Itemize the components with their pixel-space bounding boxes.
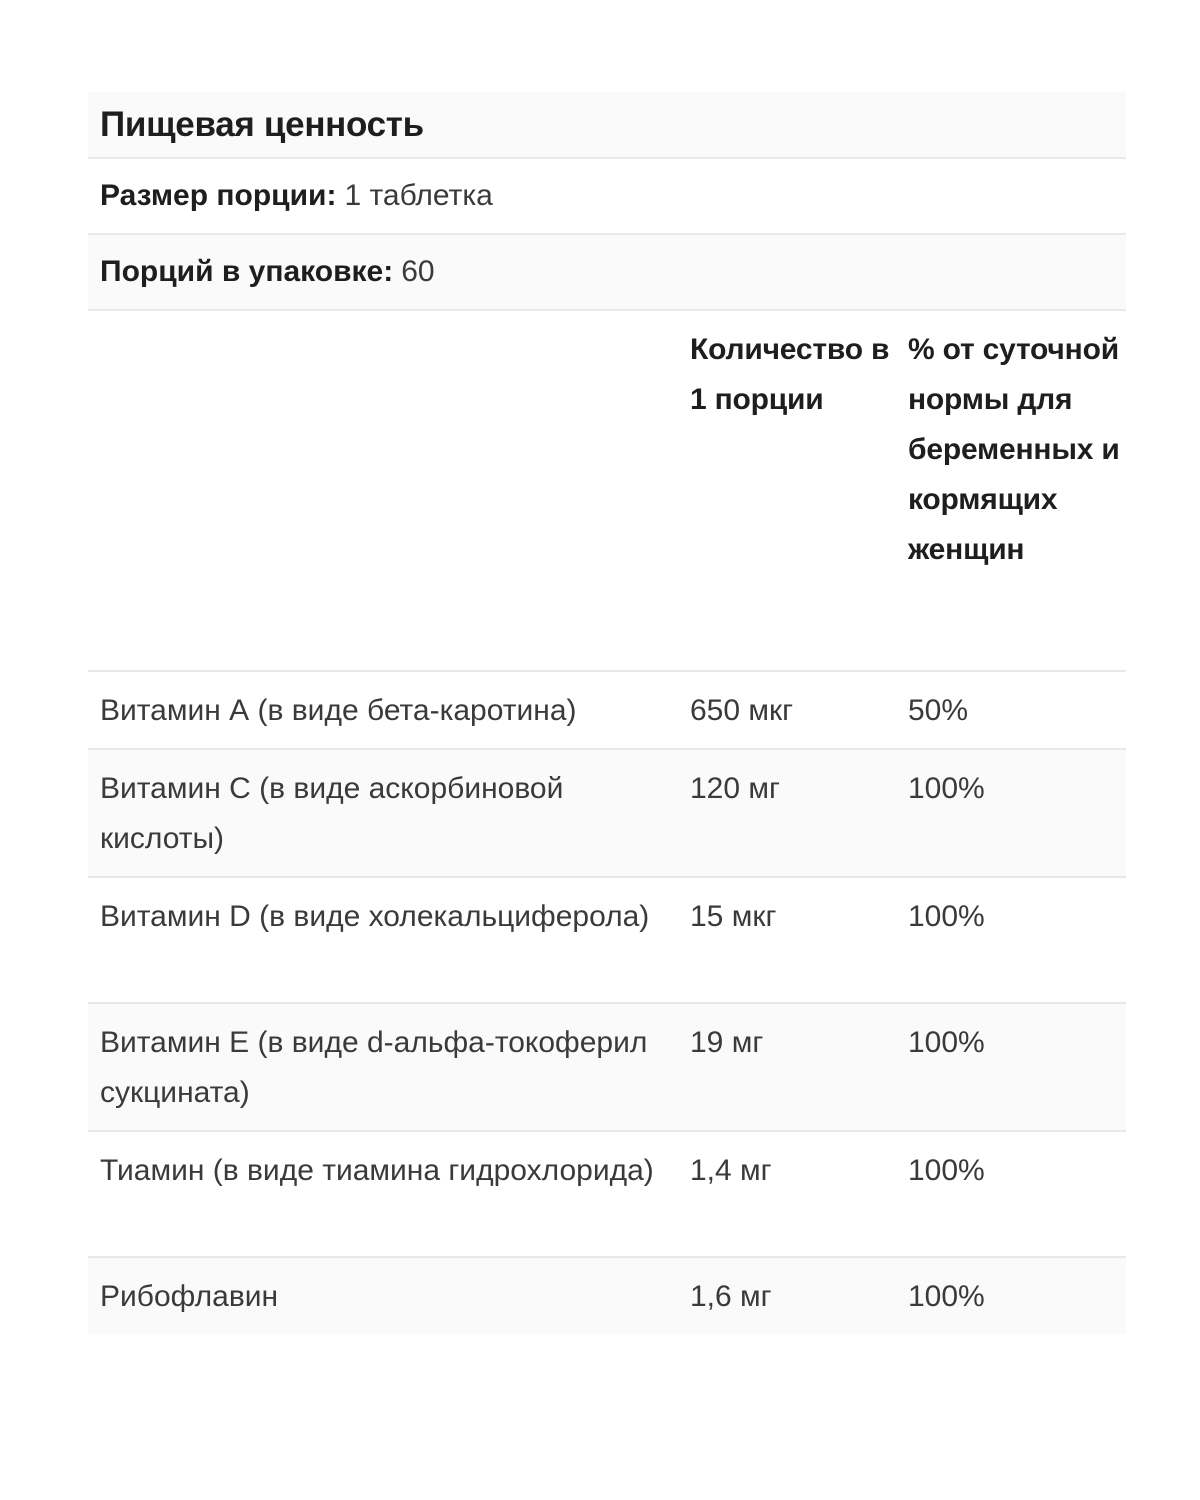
nutrient-daily-value: 50%: [908, 694, 969, 727]
serving-size-row: [88, 159, 1126, 235]
serving-size-label: Размер порции:: [100, 179, 337, 212]
table-row: [88, 1132, 1126, 1258]
nutrient-daily-value: 100%: [908, 1280, 985, 1313]
nutrition-facts-table: [88, 92, 1126, 1334]
nutrient-name: Витамин С (в виде аскорбиновой кислоты): [100, 772, 564, 855]
nutrient-daily-value: 100%: [908, 772, 985, 805]
nutrient-name: Витамин Е (в виде d-альфа-токоферил сукцината): [100, 1026, 648, 1109]
table-row: [88, 672, 1126, 750]
nutrient-amount: 1,4 мг: [690, 1154, 772, 1187]
table-row: [88, 1004, 1126, 1132]
nutrient-amount: 1,6 мг: [690, 1280, 772, 1313]
nutrient-name: Рибофлавин: [100, 1280, 279, 1313]
table-row: [88, 750, 1126, 878]
table-row: [88, 1258, 1126, 1334]
nutrient-amount: 15 мкг: [690, 900, 777, 933]
title-row: [88, 92, 1126, 159]
nutrient-amount: 650 мкг: [690, 694, 794, 727]
servings-per-container-value: 60: [401, 255, 435, 288]
nutrient-daily-value: 100%: [908, 1026, 985, 1059]
servings-per-container-row: [88, 235, 1126, 311]
column-header-row: [88, 311, 1126, 672]
servings-per-container-label: Порций в упаковке:: [100, 255, 394, 288]
nutrient-daily-value: 100%: [908, 900, 985, 933]
nutrients-table: [88, 311, 1126, 1334]
nutrient-name: Витамин D (в виде холекальциферола): [100, 900, 650, 933]
nutrient-amount: 19 мг: [690, 1026, 764, 1059]
amount-column-header: Количество в 1 порции: [690, 333, 890, 416]
daily-value-column-header: % от суточной нормы для беременных и кормящих женщин: [908, 333, 1120, 566]
nutrient-name: Тиамин (в виде тиамина гидрохлорида): [100, 1154, 654, 1187]
nutrient-column-header: [88, 325, 678, 670]
serving-size-value: 1 таблетка: [344, 179, 493, 212]
table-title: Пищевая ценность: [100, 104, 424, 144]
table-row: [88, 878, 1126, 1004]
nutrient-amount: 120 мг: [690, 772, 780, 805]
nutrient-daily-value: 100%: [908, 1154, 985, 1187]
nutrient-name: Витамин А (в виде бета-каротина): [100, 694, 577, 727]
